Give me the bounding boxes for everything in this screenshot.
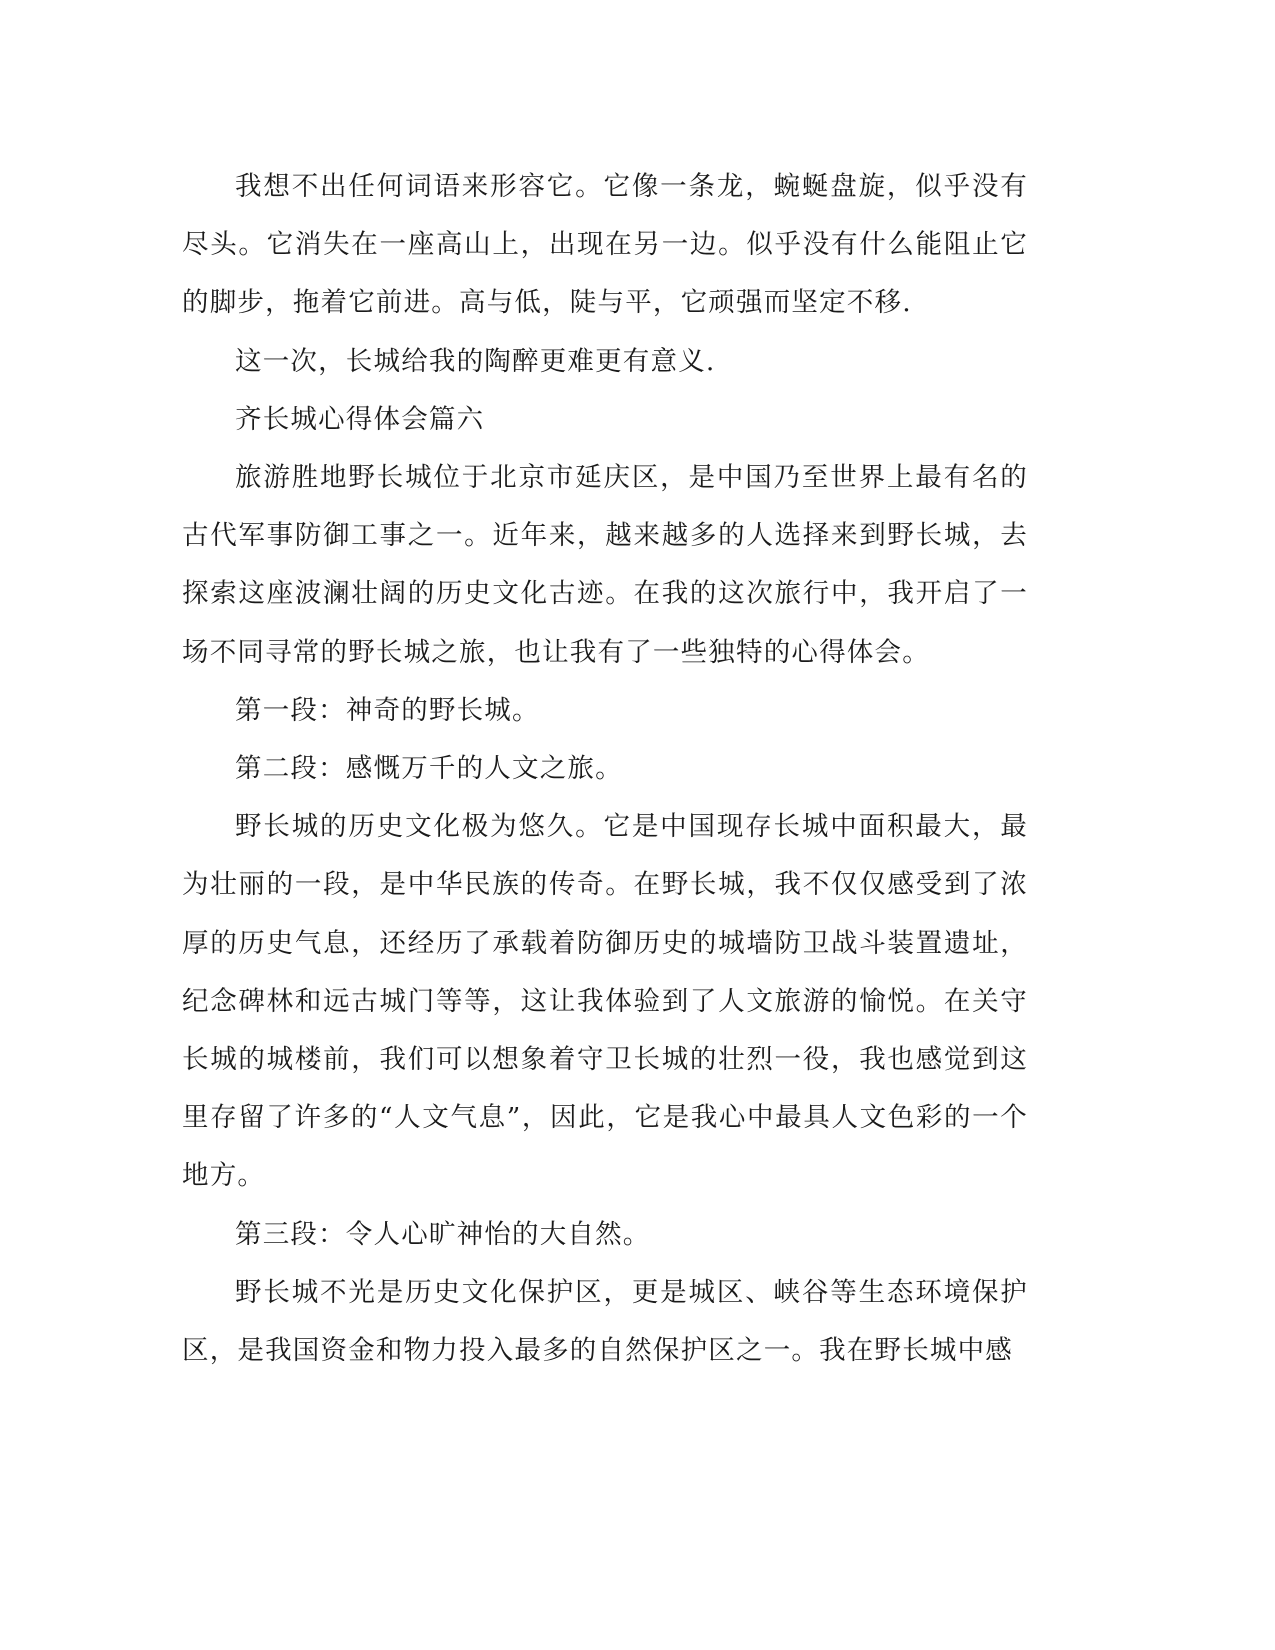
paragraph: 野长城不光是历史文化保护区，更是城区、峡谷等生态环境保护区，是我国资金和物力投入最多的自然保护区之一。我在野长城中感 [182,1276,1028,1367]
section-heading: 第一段：神奇的野长城。 [235,694,540,726]
paragraph: 我想不出任何词语来形容它。它像一条龙，蜿蜒盘旋，似乎没有尽头。它消失在一座高山上，出现在另一边。似乎没有什么能阻止它的脚步，拖着它前进。高与低，陡与平，它顽强而坚定不移. [182,171,1028,319]
section-heading: 齐长城心得体会篇六 [235,403,485,435]
paragraph: 野长城的历史文化极为悠久。它是中国现存长城中面积最大，最为壮丽的一段，是中华民族的传奇。在野长城，我不仅仅感受到了浓厚的历史气息，还经历了承载着防御历史的城墙防卫战斗装置遗址，纪念碑林和远古城门等等，这让我体验到了人文旅游的愉悦。在关守长城的城楼前，我们可以想象着守卫长城的壮烈一役，我也感觉到这里存留了许多的“人文气息”，因此，它是我心中最具人文色彩的一个地方。 [182,811,1028,1192]
paragraph: 旅游胜地野长城位于北京市延庆区，是中国乃至世界上最有名的古代军事防御工事之一。近年来，越来越多的人选择来到野长城，去探索这座波澜壮阔的历史文化古迹。在我的这次旅行中，我开启了一场不同寻常的野长城之旅，也让我有了一些独特的心得体会。 [182,462,1028,668]
paragraph: 这一次，长城给我的陶醉更难更有意义. [235,345,716,377]
document-body [182,158,1028,1380]
section-heading: 第二段：感慨万千的人文之旅。 [235,753,623,785]
section-heading: 第三段：令人心旷神怡的大自然。 [235,1218,651,1250]
